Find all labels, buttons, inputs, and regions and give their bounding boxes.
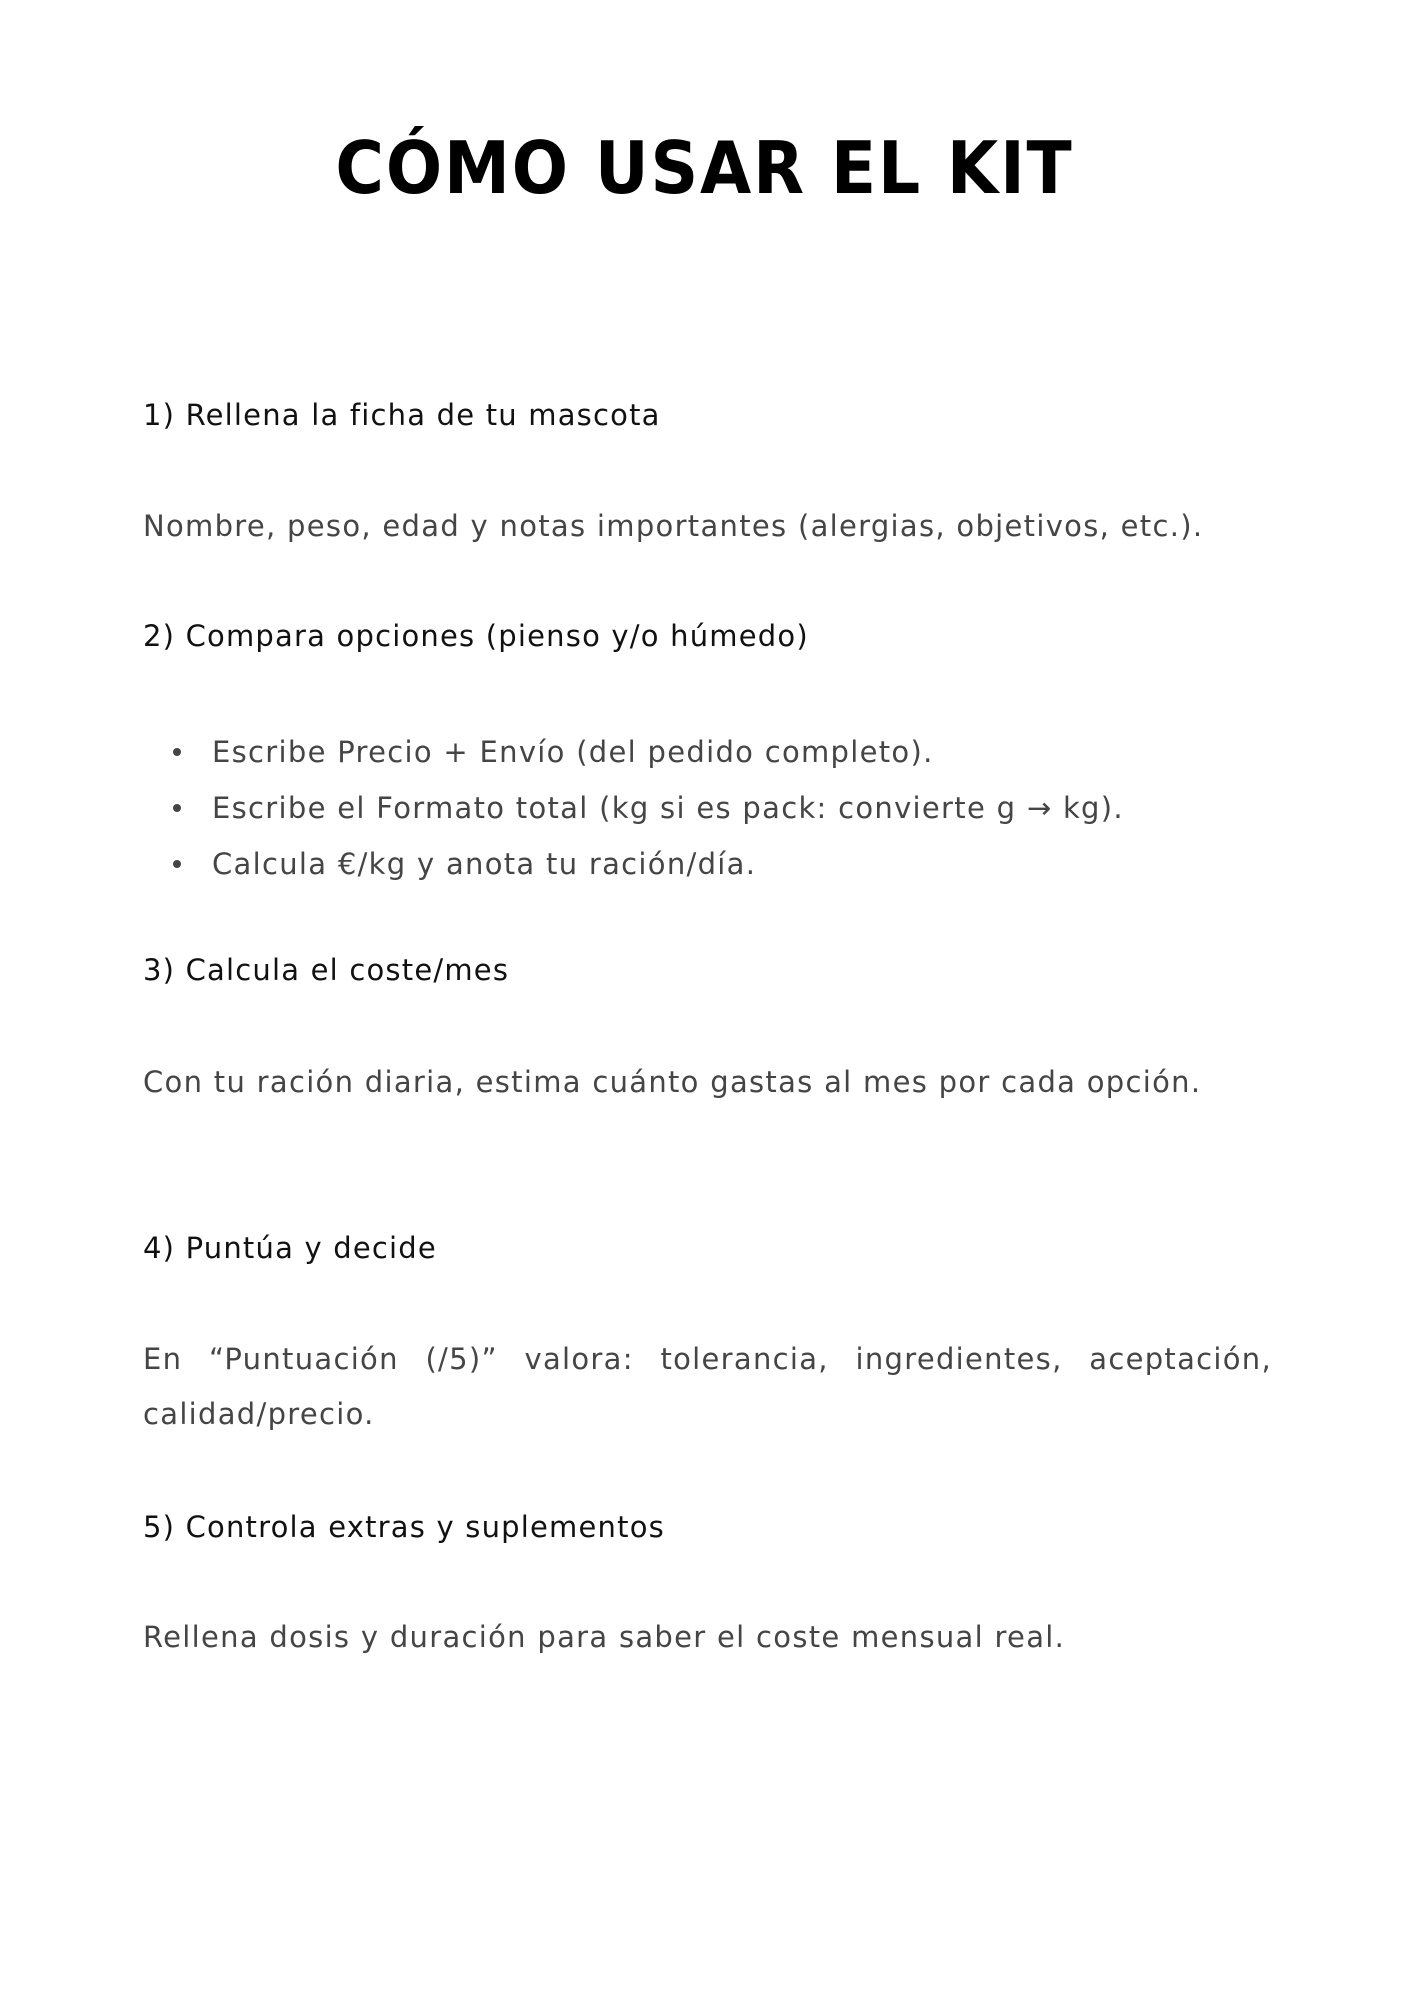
page-title: CÓMO USAR EL KIT [335,126,1074,210]
step-3-heading: 3) Calcula el coste/mes [143,953,510,987]
bullet-dot-icon [173,804,181,812]
step-4-heading: 4) Puntúa y decide [143,1231,437,1265]
step-3-body: Con tu ración diaria, estima cuánto gastas al mes por cada opción. [143,1065,1202,1099]
step-1-heading: 1) Rellena la ficha de tu mascota [143,398,661,432]
bullet-item [143,836,1124,892]
bullet-dot-icon [173,860,181,868]
bullet-text: Escribe Precio + Envío (del pedido completo). [212,735,934,769]
bullet-dot-icon [173,748,181,756]
step-5-body: Rellena dosis y duración para saber el coste mensual real. [143,1620,1066,1654]
bullet-text: Calcula €/kg y anota tu ración/día. [212,847,757,881]
step-2-bullet-list [143,724,1124,892]
step-4-body: En “Puntuación (/5)” valora: tolerancia, ingredientes, aceptación, calidad/precio. [143,1342,1272,1431]
step-1-body: Nombre, peso, edad y notas importantes (alergias, objetivos, etc.). [143,509,1204,543]
bullet-item [143,724,1124,780]
bullet-item [143,780,1124,836]
step-5-heading: 5) Controla extras y suplementos [143,1510,665,1544]
step-2-heading: 2) Compara opciones (pienso y/o húmedo) [143,619,809,653]
bullet-text: Escribe el Formato total (kg si es pack: convierte g → kg). [212,791,1124,825]
